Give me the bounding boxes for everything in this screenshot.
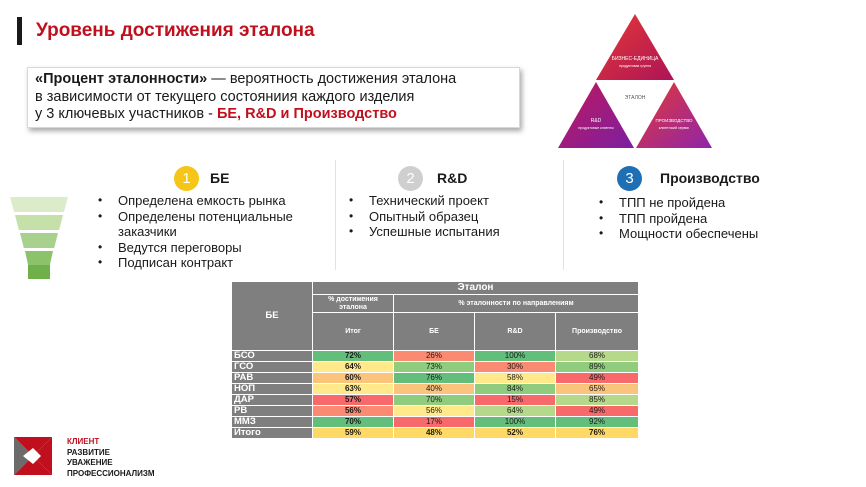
list-item: • ТПП пройдена xyxy=(597,211,827,227)
pyramid-left-label: R&D xyxy=(590,118,602,124)
list-item: • Опытный образец xyxy=(347,209,557,225)
cell-rd: 64% xyxy=(475,406,556,417)
funnel-level-4 xyxy=(25,251,53,266)
column-divider xyxy=(335,160,336,270)
cell-total: 72% xyxy=(313,351,394,362)
table-row xyxy=(232,351,639,362)
participant-2-number-badge: 2 xyxy=(398,166,423,191)
pyramid-right-label: ПРОИЗВОДСТВО xyxy=(655,118,693,123)
page-title: Уровень достижения эталона xyxy=(36,20,315,41)
participant-1-list xyxy=(96,193,326,271)
subheader-be: БЕ xyxy=(394,313,475,351)
row-label: БСО xyxy=(232,351,313,362)
title-accent-bar xyxy=(17,17,22,45)
row-label: РАВ xyxy=(232,373,313,384)
row-label: РВ xyxy=(232,406,313,417)
pyramid-top-label: БИЗНЕС-ЕДИНИЦА xyxy=(611,56,659,62)
callout-participants: БЕ, R&D и Производство xyxy=(216,106,397,122)
company-values-text xyxy=(67,437,155,479)
cell-be: 40% xyxy=(394,384,475,395)
list-item: • Мощности обеспечены xyxy=(597,226,827,242)
cell-total: 64% xyxy=(313,362,394,373)
row-header-label: БЕ xyxy=(232,282,313,351)
row-label: НОП xyxy=(232,384,313,395)
cell-prod: 85% xyxy=(556,395,639,406)
cell-total: 70% xyxy=(313,417,394,428)
table-row xyxy=(232,395,639,406)
cell-be: 26% xyxy=(394,351,475,362)
definition-callout xyxy=(27,67,520,128)
subheader-total: Итог xyxy=(313,313,394,351)
cell-rd: 52% xyxy=(475,428,556,439)
cell-rd: 84% xyxy=(475,384,556,395)
cell-prod: 76% xyxy=(556,428,639,439)
table-row xyxy=(232,373,639,384)
participant-2-list xyxy=(347,193,557,240)
participant-3-number-badge: 3 xyxy=(617,166,642,191)
cell-prod: 92% xyxy=(556,417,639,428)
table-row xyxy=(232,417,639,428)
participant-2-title: R&D xyxy=(437,170,468,186)
participant-1-title: БЕ xyxy=(210,170,230,186)
table-total-row xyxy=(232,428,639,439)
cell-rd: 30% xyxy=(475,362,556,373)
callout-line-3 xyxy=(35,106,519,124)
participant-3-list xyxy=(597,195,827,242)
cell-rd: 100% xyxy=(475,417,556,428)
value-line: КЛИЕНТ xyxy=(67,437,100,446)
cell-be: 76% xyxy=(394,373,475,384)
participant-3-title: Производство xyxy=(660,170,760,186)
funnel-level-5 xyxy=(28,265,50,279)
row-label: ММЗ xyxy=(232,417,313,428)
list-item: • ТПП не пройдена xyxy=(597,195,827,211)
col-pct-title: % достижения эталона xyxy=(313,295,394,313)
cell-be: 70% xyxy=(394,395,475,406)
list-item: • Ведутся переговоры xyxy=(96,240,326,256)
company-logo-icon xyxy=(14,437,52,475)
list-item: • Технический проект xyxy=(347,193,557,209)
pyramid-right-sublabel: клиентский сервис xyxy=(658,126,690,130)
cell-be: 73% xyxy=(394,362,475,373)
cell-rd: 58% xyxy=(475,373,556,384)
callout-definition: — вероятность достижения эталона xyxy=(207,71,457,87)
cell-rd: 15% xyxy=(475,395,556,406)
callout-prefix: у 3 ключевых участников - xyxy=(35,106,217,122)
participant-1-number-badge: 1 xyxy=(174,166,199,191)
funnel-level-3 xyxy=(20,233,58,248)
callout-line-1 xyxy=(35,71,519,89)
column-divider xyxy=(563,160,564,270)
funnel-level-2 xyxy=(15,215,63,230)
etalon-pyramid-diagram xyxy=(557,14,713,150)
table-main-header: Эталон xyxy=(313,282,639,295)
subheader-rd: R&D xyxy=(475,313,556,351)
callout-line-2: в зависимости от текущего состояниия каждого изделия xyxy=(35,88,415,105)
row-label: ГСО xyxy=(232,362,313,373)
cell-prod: 68% xyxy=(556,351,639,362)
funnel-level-1 xyxy=(10,197,68,212)
etalon-table xyxy=(231,281,639,439)
pyramid-left-segment xyxy=(558,82,634,148)
pyramid-top-segment xyxy=(596,14,674,80)
cell-be: 17% xyxy=(394,417,475,428)
cell-total: 59% xyxy=(313,428,394,439)
value-line: УВАЖЕНИЕ xyxy=(67,458,113,467)
value-line: РАЗВИТИЕ xyxy=(67,447,110,457)
cell-prod: 65% xyxy=(556,384,639,395)
cell-total: 56% xyxy=(313,406,394,417)
pyramid-right-segment xyxy=(636,82,712,148)
subheader-prod: Производство xyxy=(556,313,639,351)
list-item: • Подписан контракт xyxy=(96,255,326,271)
table-row xyxy=(232,384,639,395)
cell-be: 56% xyxy=(394,406,475,417)
callout-term: «Процент эталонности» xyxy=(35,71,208,87)
cell-prod: 89% xyxy=(556,362,639,373)
cell-be: 48% xyxy=(394,428,475,439)
cell-total: 57% xyxy=(313,395,394,406)
cell-prod: 49% xyxy=(556,406,639,417)
col-dir-title: % эталонности по направлениям xyxy=(394,295,639,313)
pyramid-left-sublabel: продуктовые клиенты xyxy=(578,126,614,130)
pyramid-top-sublabel: продуктовая группа xyxy=(619,64,651,68)
row-label: Итого xyxy=(232,428,313,439)
cell-prod: 49% xyxy=(556,373,639,384)
cell-rd: 100% xyxy=(475,351,556,362)
pyramid-center-label: ЭТАЛОН xyxy=(624,95,646,101)
cell-total: 60% xyxy=(313,373,394,384)
table-row xyxy=(232,362,639,373)
row-label: ДАР xyxy=(232,395,313,406)
list-item: • Успешные испытания xyxy=(347,224,557,240)
list-item: • Определены потенциальные заказчики xyxy=(96,209,326,240)
list-item: • Определена емкость рынка xyxy=(96,193,326,209)
table-row xyxy=(232,406,639,417)
cell-total: 63% xyxy=(313,384,394,395)
value-line: ПРОФЕССИОНАЛИЗМ xyxy=(67,468,155,478)
